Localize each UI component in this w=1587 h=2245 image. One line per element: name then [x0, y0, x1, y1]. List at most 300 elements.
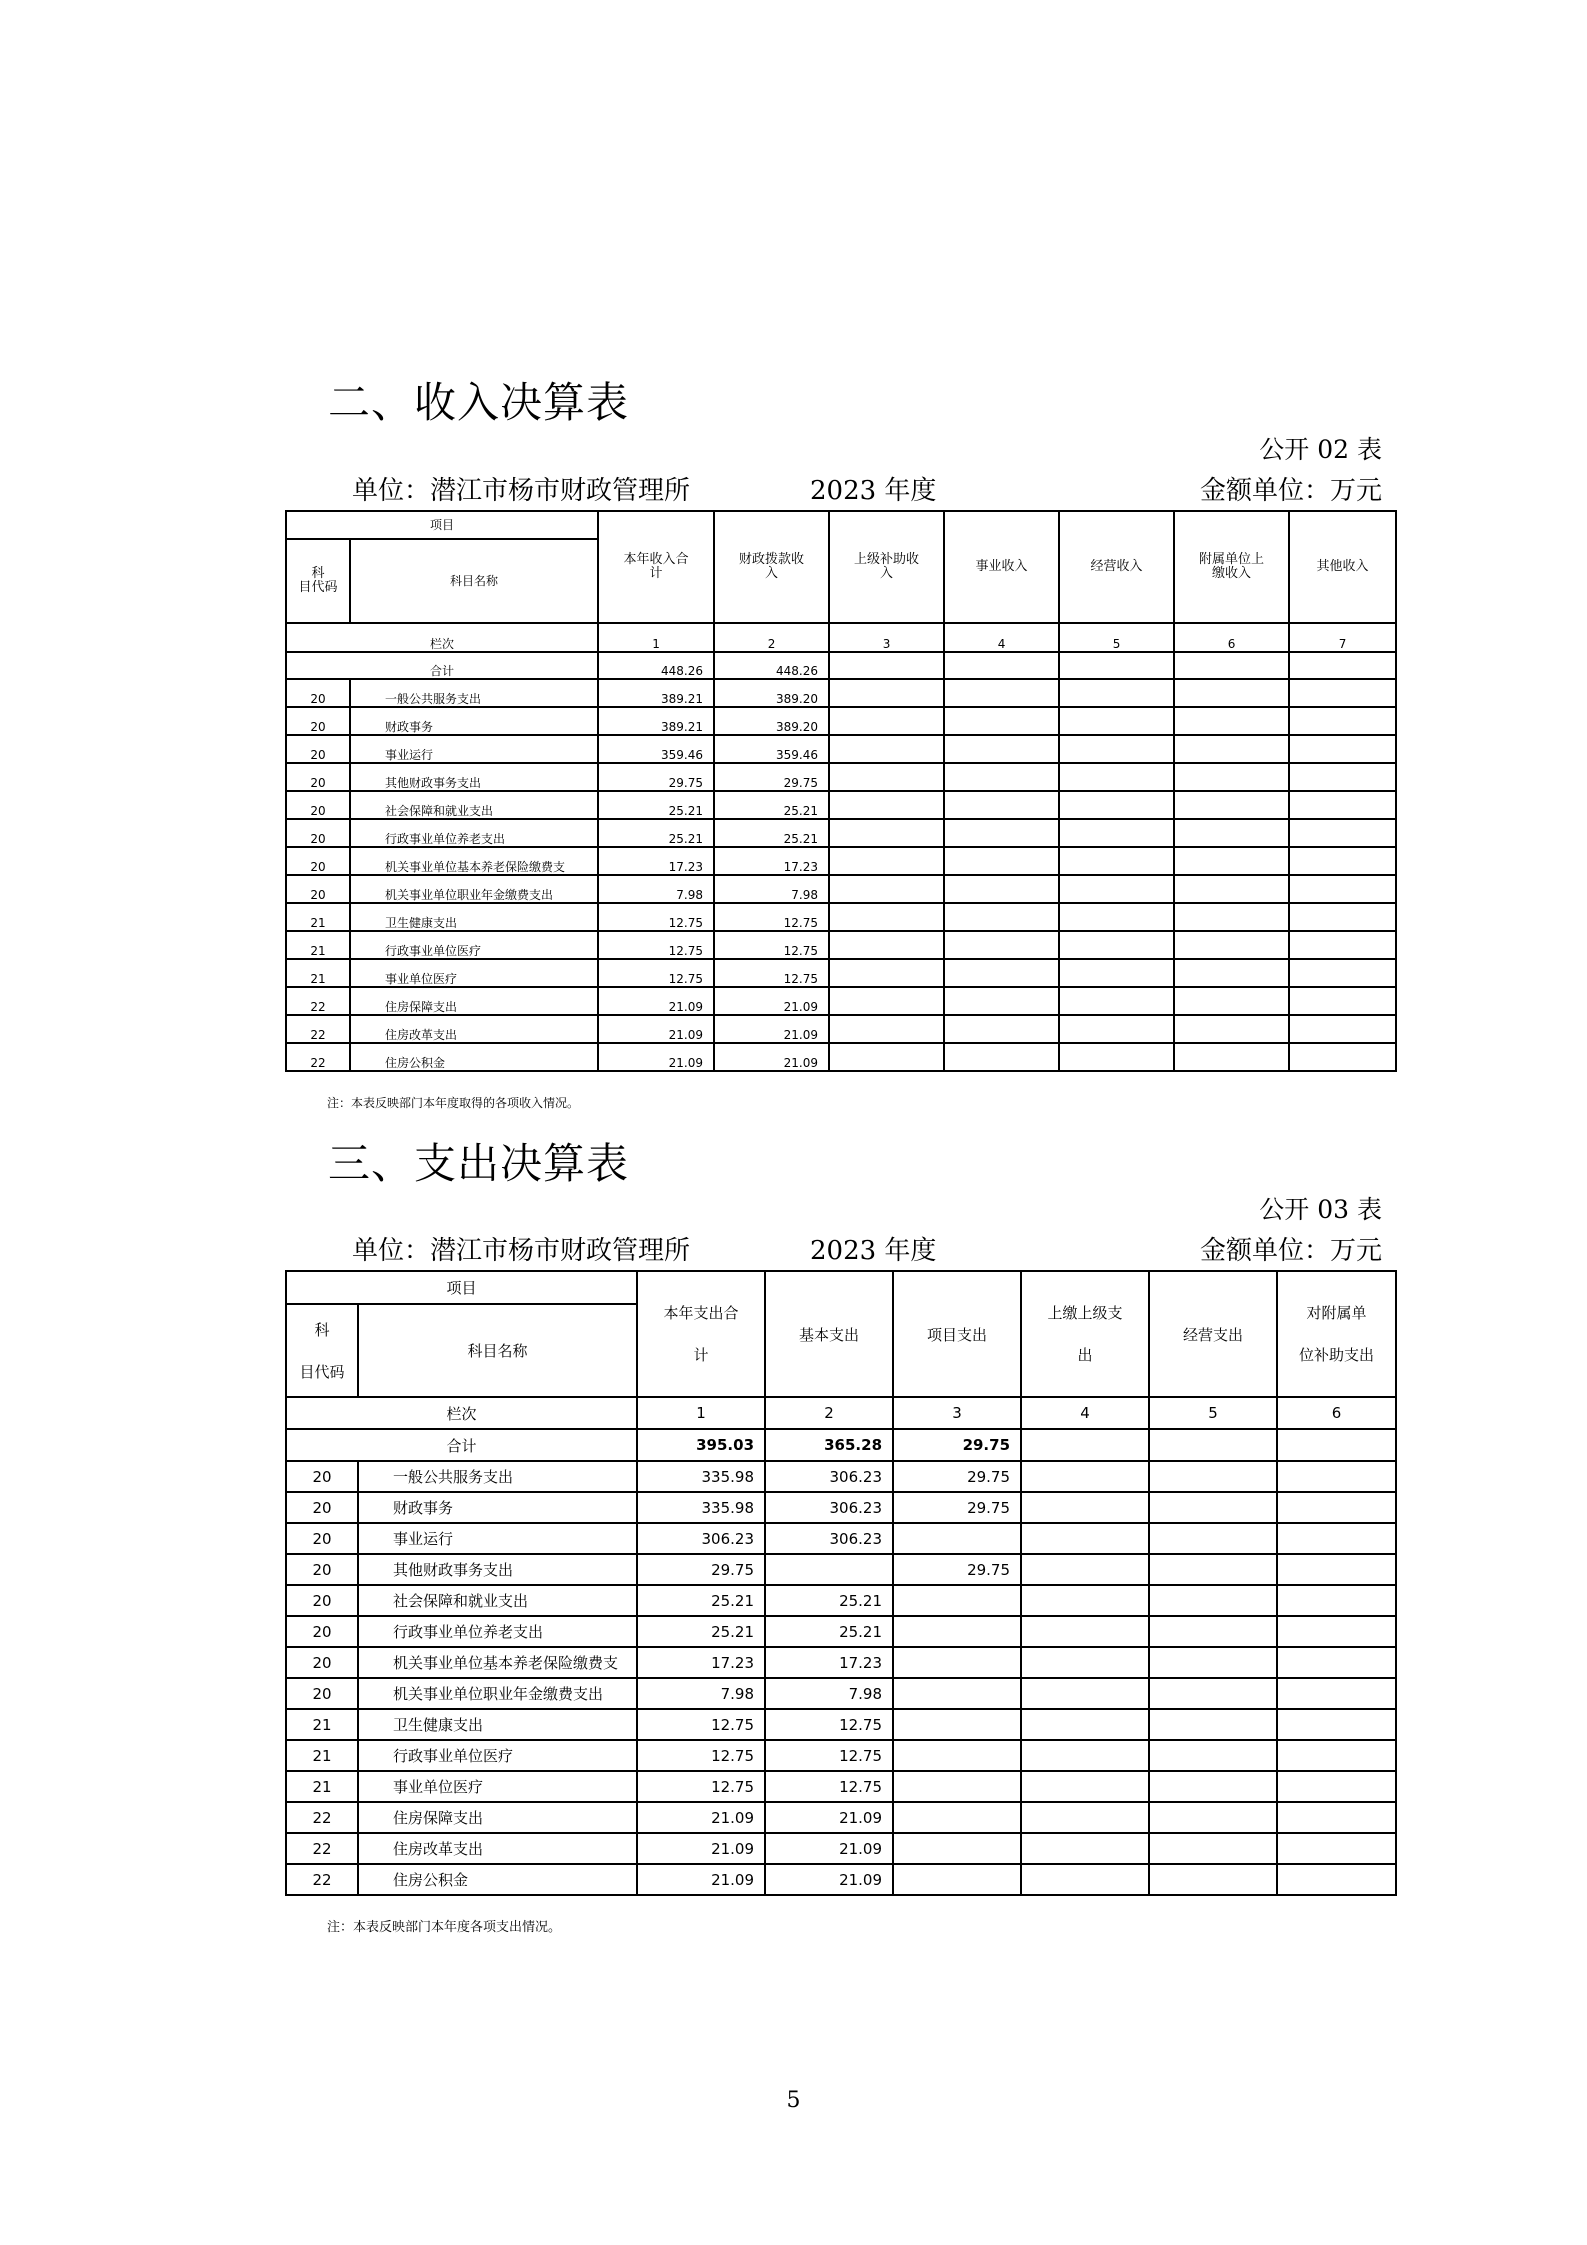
table-row: [286, 763, 1396, 791]
value-cell: [893, 1740, 1021, 1771]
subject-code: 20: [286, 1647, 358, 1678]
value-cell: 306.23: [765, 1523, 893, 1554]
table-row: [286, 1678, 1396, 1709]
value-cell: 21.09: [714, 1015, 829, 1043]
table-row: [286, 875, 1396, 903]
value-cell: 29.75: [637, 1554, 765, 1585]
table-row: [286, 707, 1396, 735]
value-cell: [1277, 1678, 1396, 1709]
value-cell: 359.46: [598, 735, 714, 763]
value-cell: [1149, 1771, 1277, 1802]
total-cell: [1059, 652, 1174, 679]
value-cell: [829, 791, 944, 819]
value-cell: [944, 931, 1059, 959]
value-cell: [1277, 1554, 1396, 1585]
total-cell: [944, 652, 1059, 679]
subject-name: 一般公共服务支出: [358, 1461, 637, 1492]
value-cell: 335.98: [637, 1492, 765, 1523]
total-cell: [1174, 652, 1289, 679]
value-cell: [893, 1678, 1021, 1709]
total-label: 合计: [286, 1429, 637, 1461]
table-row: [286, 735, 1396, 763]
expense-note: 注：本表反映部门本年度各项支出情况。: [327, 1920, 562, 1935]
value-cell: [1289, 1043, 1396, 1071]
subject-code: 20: [286, 707, 350, 735]
value-cell: 25.21: [598, 791, 714, 819]
income-note: 注：本表反映部门本年度取得的各项收入情况。: [327, 1096, 580, 1110]
value-cell: [1277, 1802, 1396, 1833]
value-cell: [1289, 707, 1396, 735]
value-cell: [829, 903, 944, 931]
value-cell: 359.46: [714, 735, 829, 763]
value-cell: 21.09: [637, 1833, 765, 1864]
value-cell: [1021, 1585, 1149, 1616]
subject-name: 社会保障和就业支出: [350, 791, 598, 819]
value-cell: [944, 819, 1059, 847]
value-cell: 29.75: [598, 763, 714, 791]
table-row: [286, 1043, 1396, 1071]
value-cell: [1174, 1015, 1289, 1043]
value-cell: 17.23: [598, 847, 714, 875]
table-row: [286, 987, 1396, 1015]
value-cell: [944, 1043, 1059, 1071]
value-cell: [944, 847, 1059, 875]
total-label: 合计: [286, 652, 598, 679]
value-cell: 25.21: [765, 1585, 893, 1616]
value-cell: [1149, 1585, 1277, 1616]
expense-table: [285, 1270, 1397, 1896]
value-cell: 12.75: [714, 959, 829, 987]
col-header: 上缴上级支 出: [1021, 1271, 1149, 1397]
value-cell: [1277, 1740, 1396, 1771]
value-cell: [1277, 1461, 1396, 1492]
value-cell: [1289, 959, 1396, 987]
value-cell: [893, 1709, 1021, 1740]
value-cell: [1021, 1554, 1149, 1585]
subject-name: 住房改革支出: [350, 1015, 598, 1043]
lanci-cell: 5: [1149, 1397, 1277, 1429]
table-row: [286, 679, 1396, 707]
value-cell: [893, 1585, 1021, 1616]
subject-code: 21: [286, 959, 350, 987]
col-header: 本年收入合 计: [598, 511, 714, 623]
table-row: [286, 1833, 1396, 1864]
value-cell: [829, 847, 944, 875]
table-row: [286, 1461, 1396, 1492]
value-cell: [1059, 959, 1174, 987]
subject-code: 20: [286, 791, 350, 819]
lanci-cell: 4: [944, 623, 1059, 652]
lanci-cell: 5: [1059, 623, 1174, 652]
value-cell: [1021, 1802, 1149, 1833]
subject-code: 21: [286, 1709, 358, 1740]
subject-name: 财政事务: [358, 1492, 637, 1523]
value-cell: 306.23: [765, 1461, 893, 1492]
value-cell: 25.21: [714, 819, 829, 847]
page-number: 5: [786, 2088, 801, 2113]
value-cell: [1289, 791, 1396, 819]
value-cell: 389.20: [714, 679, 829, 707]
value-cell: [1149, 1802, 1277, 1833]
value-cell: [1174, 791, 1289, 819]
value-cell: [1059, 847, 1174, 875]
lanci-cell: 2: [714, 623, 829, 652]
income-amount-unit: 金额单位：万元: [1199, 476, 1382, 506]
col-header: 基本支出: [765, 1271, 893, 1397]
subject-code: 20: [286, 1554, 358, 1585]
lanci-label: 栏次: [286, 1397, 637, 1429]
value-cell: [1289, 903, 1396, 931]
value-cell: [944, 1015, 1059, 1043]
subject-code: 20: [286, 735, 350, 763]
value-cell: [1149, 1678, 1277, 1709]
col-header: 事业收入: [944, 511, 1059, 623]
value-cell: [1059, 735, 1174, 763]
value-cell: 389.21: [598, 679, 714, 707]
subject-code: 20: [286, 819, 350, 847]
value-cell: [893, 1647, 1021, 1678]
value-cell: 25.21: [637, 1616, 765, 1647]
subject-name: 住房公积金: [358, 1864, 637, 1895]
value-cell: 389.20: [714, 707, 829, 735]
total-cell: [1289, 652, 1396, 679]
value-cell: [1059, 1015, 1174, 1043]
col-header: 对附属单 位补助支出: [1277, 1271, 1396, 1397]
total-cell: [1149, 1429, 1277, 1461]
lanci-cell: 2: [765, 1397, 893, 1429]
total-cell: 448.26: [714, 652, 829, 679]
total-cell: [829, 652, 944, 679]
value-cell: 12.75: [765, 1740, 893, 1771]
value-cell: 12.75: [714, 903, 829, 931]
value-cell: [1277, 1864, 1396, 1895]
table-row: [286, 1771, 1396, 1802]
value-cell: [1059, 707, 1174, 735]
value-cell: [1174, 875, 1289, 903]
value-cell: [1277, 1833, 1396, 1864]
table-row: [286, 1554, 1396, 1585]
code-header: 科 目代码: [286, 539, 350, 623]
table-row: [286, 1015, 1396, 1043]
value-cell: [1021, 1492, 1149, 1523]
value-cell: [1289, 735, 1396, 763]
value-cell: 25.21: [637, 1585, 765, 1616]
value-cell: [1149, 1616, 1277, 1647]
table-row: [286, 819, 1396, 847]
table-row: [286, 931, 1396, 959]
value-cell: [944, 959, 1059, 987]
col-header: 财政拨款收 入: [714, 511, 829, 623]
value-cell: [893, 1523, 1021, 1554]
value-cell: 21.09: [598, 1043, 714, 1071]
subject-name: 住房公积金: [350, 1043, 598, 1071]
subject-code: 21: [286, 903, 350, 931]
value-cell: 389.21: [598, 707, 714, 735]
value-cell: [1149, 1523, 1277, 1554]
value-cell: 7.98: [637, 1678, 765, 1709]
value-cell: [1277, 1647, 1396, 1678]
value-cell: 21.09: [598, 1015, 714, 1043]
lanci-cell: 3: [893, 1397, 1021, 1429]
value-cell: 29.75: [893, 1461, 1021, 1492]
value-cell: [829, 763, 944, 791]
value-cell: [1059, 819, 1174, 847]
total-cell: [1021, 1429, 1149, 1461]
lanci-cell: 6: [1174, 623, 1289, 652]
subject-name: 行政事业单位医疗: [350, 931, 598, 959]
value-cell: [1289, 987, 1396, 1015]
value-cell: 21.09: [637, 1802, 765, 1833]
subject-name: 行政事业单位医疗: [358, 1740, 637, 1771]
table-row: [286, 1616, 1396, 1647]
project-header: 项目: [286, 511, 598, 539]
subject-name: 住房改革支出: [358, 1833, 637, 1864]
total-cell: [1277, 1429, 1396, 1461]
value-cell: 17.23: [765, 1647, 893, 1678]
value-cell: [1059, 875, 1174, 903]
value-cell: 29.75: [893, 1492, 1021, 1523]
income-table: [285, 510, 1397, 1072]
value-cell: [1174, 679, 1289, 707]
subject-code: 20: [286, 763, 350, 791]
value-cell: [893, 1864, 1021, 1895]
value-cell: [1149, 1833, 1277, 1864]
subject-name: 社会保障和就业支出: [358, 1585, 637, 1616]
total-cell: 395.03: [637, 1429, 765, 1461]
value-cell: [1289, 875, 1396, 903]
value-cell: [829, 735, 944, 763]
value-cell: [1021, 1523, 1149, 1554]
subject-code: 20: [286, 875, 350, 903]
subject-name: 卫生健康支出: [358, 1709, 637, 1740]
value-cell: [829, 679, 944, 707]
subject-name: 住房保障支出: [358, 1802, 637, 1833]
value-cell: 335.98: [637, 1461, 765, 1492]
subject-code: 21: [286, 1740, 358, 1771]
value-cell: 17.23: [714, 847, 829, 875]
expense-year: 2023 年度: [810, 1236, 937, 1266]
subject-code: 21: [286, 931, 350, 959]
subject-name: 机关事业单位职业年金缴费支出: [350, 875, 598, 903]
value-cell: [1059, 987, 1174, 1015]
value-cell: [1021, 1833, 1149, 1864]
table-row: [286, 1523, 1396, 1554]
lanci-cell: 4: [1021, 1397, 1149, 1429]
subject-code: 20: [286, 1461, 358, 1492]
value-cell: [1021, 1771, 1149, 1802]
value-cell: [893, 1802, 1021, 1833]
value-cell: 21.09: [714, 987, 829, 1015]
value-cell: [829, 1015, 944, 1043]
subject-code: 22: [286, 987, 350, 1015]
value-cell: [1277, 1616, 1396, 1647]
subject-code: 21: [286, 1771, 358, 1802]
expense-form-code: 公开 03 表: [1259, 1195, 1382, 1224]
value-cell: [1021, 1678, 1149, 1709]
income-year: 2023 年度: [810, 476, 937, 506]
value-cell: [893, 1616, 1021, 1647]
value-cell: [893, 1833, 1021, 1864]
value-cell: [1289, 763, 1396, 791]
subject-name: 其他财政事务支出: [350, 763, 598, 791]
value-cell: [1149, 1647, 1277, 1678]
value-cell: [1174, 707, 1289, 735]
col-header: 上级补助收 入: [829, 511, 944, 623]
col-header: 附属单位上 缴收入: [1174, 511, 1289, 623]
value-cell: [944, 987, 1059, 1015]
value-cell: [765, 1554, 893, 1585]
value-cell: 17.23: [637, 1647, 765, 1678]
subject-name: 事业运行: [358, 1523, 637, 1554]
value-cell: [1021, 1864, 1149, 1895]
value-cell: 7.98: [714, 875, 829, 903]
value-cell: [1149, 1740, 1277, 1771]
value-cell: [1059, 1043, 1174, 1071]
value-cell: [1021, 1740, 1149, 1771]
value-cell: 29.75: [893, 1554, 1021, 1585]
col-header: 经营收入: [1059, 511, 1174, 623]
value-cell: 21.09: [765, 1802, 893, 1833]
subject-name: 行政事业单位养老支出: [350, 819, 598, 847]
value-cell: [1289, 931, 1396, 959]
value-cell: [1149, 1492, 1277, 1523]
subject-code: 20: [286, 1678, 358, 1709]
subject-code: 22: [286, 1015, 350, 1043]
value-cell: [944, 875, 1059, 903]
value-cell: [1059, 679, 1174, 707]
value-cell: [1174, 987, 1289, 1015]
value-cell: [1059, 903, 1174, 931]
expense-section-title: 三、支出决算表: [328, 1139, 630, 1188]
value-cell: [1021, 1647, 1149, 1678]
income-section-title: 二、收入决算表: [328, 378, 630, 427]
value-cell: [944, 679, 1059, 707]
total-cell: 448.26: [598, 652, 714, 679]
value-cell: 29.75: [714, 763, 829, 791]
value-cell: 12.75: [598, 959, 714, 987]
value-cell: 21.09: [714, 1043, 829, 1071]
value-cell: 7.98: [598, 875, 714, 903]
value-cell: [1174, 959, 1289, 987]
value-cell: 12.75: [765, 1709, 893, 1740]
table-row: [286, 1864, 1396, 1895]
income-form-code: 公开 02 表: [1259, 435, 1382, 464]
table-row: [286, 791, 1396, 819]
value-cell: [829, 987, 944, 1015]
col-header: 项目支出: [893, 1271, 1021, 1397]
value-cell: [1174, 847, 1289, 875]
value-cell: [829, 875, 944, 903]
value-cell: 25.21: [765, 1616, 893, 1647]
value-cell: 25.21: [598, 819, 714, 847]
total-cell: 29.75: [893, 1429, 1021, 1461]
subject-code: 20: [286, 679, 350, 707]
value-cell: 12.75: [637, 1740, 765, 1771]
value-cell: [1021, 1616, 1149, 1647]
value-cell: [829, 959, 944, 987]
value-cell: [1174, 763, 1289, 791]
code-header: 科 目代码: [286, 1304, 358, 1397]
col-header: 其他收入: [1289, 511, 1396, 623]
subject-code: 20: [286, 1616, 358, 1647]
name-header: 科目名称: [358, 1304, 637, 1397]
value-cell: [1277, 1771, 1396, 1802]
value-cell: [944, 707, 1059, 735]
value-cell: 306.23: [765, 1492, 893, 1523]
table-row: [286, 1740, 1396, 1771]
value-cell: 12.75: [714, 931, 829, 959]
subject-name: 机关事业单位基本养老保险缴费支: [358, 1647, 637, 1678]
lanci-cell: 3: [829, 623, 944, 652]
subject-code: 20: [286, 1523, 358, 1554]
value-cell: [1059, 763, 1174, 791]
value-cell: 21.09: [637, 1864, 765, 1895]
subject-name: 财政事务: [350, 707, 598, 735]
value-cell: [1277, 1523, 1396, 1554]
income-unit-label: 单位：潜江市杨市财政管理所: [352, 476, 691, 506]
subject-code: 22: [286, 1043, 350, 1071]
subject-name: 机关事业单位职业年金缴费支出: [358, 1678, 637, 1709]
table-row: [286, 847, 1396, 875]
subject-name: 行政事业单位养老支出: [358, 1616, 637, 1647]
table-row: [286, 1709, 1396, 1740]
value-cell: [1289, 1015, 1396, 1043]
value-cell: 7.98: [765, 1678, 893, 1709]
subject-name: 住房保障支出: [350, 987, 598, 1015]
table-row: [286, 1802, 1396, 1833]
lanci-cell: 6: [1277, 1397, 1396, 1429]
value-cell: 25.21: [714, 791, 829, 819]
value-cell: 12.75: [637, 1771, 765, 1802]
value-cell: 21.09: [765, 1864, 893, 1895]
value-cell: [1174, 819, 1289, 847]
subject-code: 22: [286, 1833, 358, 1864]
project-header: 项目: [286, 1271, 637, 1304]
lanci-cell: 7: [1289, 623, 1396, 652]
value-cell: [944, 791, 1059, 819]
subject-name: 其他财政事务支出: [358, 1554, 637, 1585]
value-cell: [1277, 1585, 1396, 1616]
subject-code: 20: [286, 1585, 358, 1616]
value-cell: [893, 1771, 1021, 1802]
lanci-cell: 1: [637, 1397, 765, 1429]
value-cell: 21.09: [765, 1833, 893, 1864]
subject-code: 22: [286, 1864, 358, 1895]
subject-code: 20: [286, 1492, 358, 1523]
value-cell: 12.75: [598, 903, 714, 931]
value-cell: [1289, 847, 1396, 875]
table-row: [286, 959, 1396, 987]
expense-amount-unit: 金额单位：万元: [1199, 1236, 1382, 1266]
value-cell: [1059, 931, 1174, 959]
value-cell: [1174, 931, 1289, 959]
subject-name: 机关事业单位基本养老保险缴费支: [350, 847, 598, 875]
value-cell: 306.23: [637, 1523, 765, 1554]
value-cell: [1021, 1461, 1149, 1492]
lanci-label: 栏次: [286, 623, 598, 652]
table-row: [286, 1585, 1396, 1616]
value-cell: [1289, 819, 1396, 847]
subject-name: 一般公共服务支出: [350, 679, 598, 707]
value-cell: [1174, 1043, 1289, 1071]
value-cell: [1289, 679, 1396, 707]
name-header: 科目名称: [350, 539, 598, 623]
subject-name: 事业单位医疗: [350, 959, 598, 987]
subject-code: 22: [286, 1802, 358, 1833]
subject-name: 卫生健康支出: [350, 903, 598, 931]
value-cell: [1021, 1709, 1149, 1740]
value-cell: [829, 819, 944, 847]
